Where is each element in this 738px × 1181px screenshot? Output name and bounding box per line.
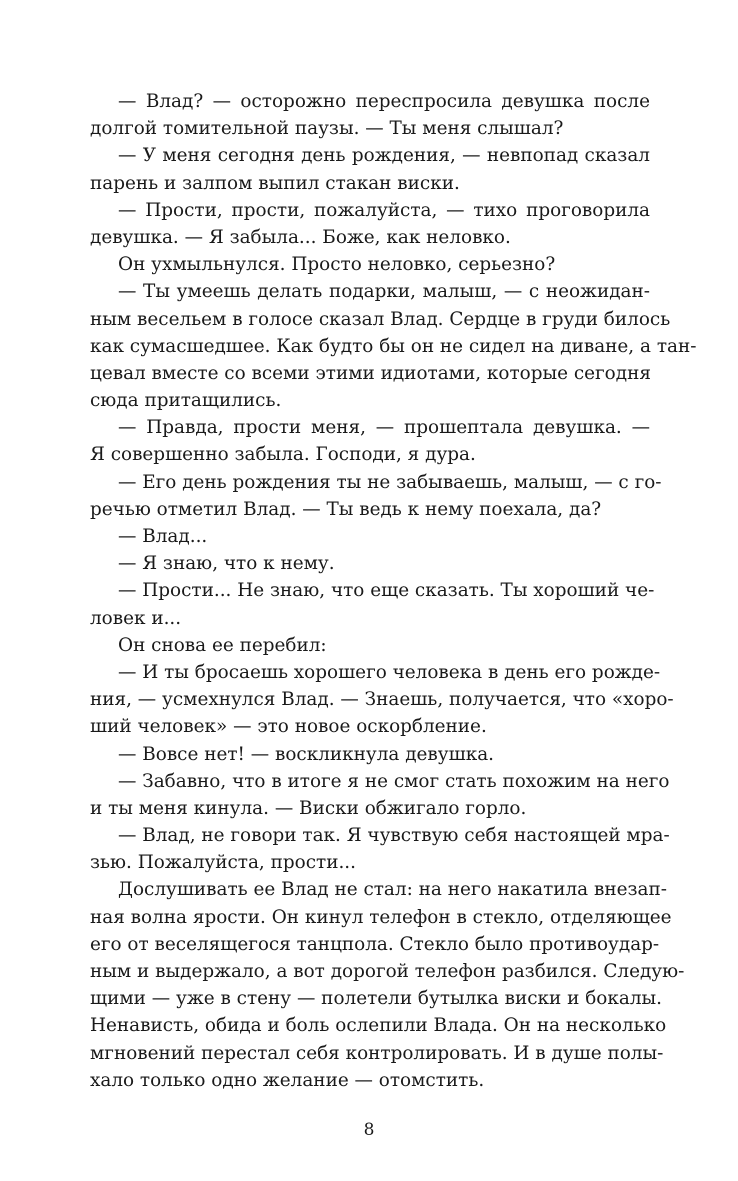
text-line: Дослушивать ее Влад не стал: на него накатила внезап- — [118, 879, 667, 901]
text-line: — Ты умеешь делать подарки, малыш, — с неожидан- — [118, 281, 650, 303]
text-line: Ненависть, обида и боль ослепили Влада. Он на несколько — [90, 1015, 667, 1037]
text-line: сюда притащились. — [90, 390, 282, 412]
text-line: — Влад, не говори так. Я чувствую себя настоящей мра- — [118, 825, 670, 847]
text-line: — Влад... — [118, 526, 208, 547]
text-line: цевал вместе со всеми этими идиотами, которые сегодня — [90, 362, 651, 384]
text-line: мгновений перестал себя контролировать. И в душе полы- — [90, 1042, 664, 1064]
text-line: парень и залпом выпил стакан виски. — [90, 172, 460, 194]
text-line: зью. Пожалуйста, прости... — [90, 852, 356, 874]
text-line: — У меня сегодня день рождения, — невпопад сказал — [118, 145, 650, 167]
text-line: хало только одно желание — отомстить. — [90, 1069, 485, 1091]
text-line: — Правда, прости меня, — прошептала девушка. — — [118, 417, 650, 439]
text-line: ния, — усмехнулся Влад. — Знаешь, получается, что «хоро- — [90, 689, 674, 711]
text-line: ловек и... — [90, 607, 182, 629]
text-line: его от веселящегося танцпола. Стекло было противоудар- — [90, 933, 660, 955]
text-line: ная волна ярости. Он кинул телефон в стекло, отделяющее — [90, 906, 672, 928]
text-line: ным и выдержало, а вот дорогой телефон разбился. Следую- — [90, 961, 685, 982]
text-line: — Вовсе нет! — воскликнула девушка. — [118, 743, 495, 765]
text-line: — Забавно, что в итоге я не смог стать похожим на него — [118, 770, 670, 792]
text-line: — Я знаю, что к нему. — [118, 553, 335, 575]
text-line: ший человек» — это новое оскорбление. — [90, 716, 487, 738]
text-line: Он снова ее перебил: — [118, 634, 327, 656]
text-line: — Влад? — осторожно переспросила девушка после — [118, 91, 650, 112]
text-line: щими — уже в стену — полетели бутылка виски и бокалы. — [90, 988, 662, 1010]
page-text — [90, 88, 697, 1094]
text-line: ным весельем в голосе сказал Влад. Сердце в груди билось — [90, 308, 671, 330]
text-line: девушка. — Я забыла... Боже, как неловко. — [90, 226, 511, 248]
text-line: — И ты бросаешь хорошего человека в день его рожде- — [118, 661, 661, 683]
text-line: — Прости, прости, пожалуйста, — тихо проговорила — [118, 199, 650, 221]
text-line: и ты меня кинула. — Виски обжигало горло. — [90, 797, 527, 819]
text-line: Я совершенно забыла. Господи, я дура. — [90, 444, 476, 466]
text-line: — Прости... Не знаю, что еще сказать. Ты хороший че- — [118, 580, 655, 602]
page-number: 8 — [363, 1120, 375, 1140]
text-line: речью отметил Влад. — Ты ведь к нему поехала, да? — [90, 498, 602, 520]
text-line: долгой томительной паузы. — Ты меня слышал? — [90, 118, 564, 140]
text-line: Он ухмыльнулся. Просто неловко, серьезно? — [118, 254, 556, 276]
text-line: как сумасшедшее. Как будто бы он не сидел на диване, а тан- — [90, 335, 697, 357]
text-line: — Его день рождения ты не забываешь, малыш, — с го- — [118, 471, 662, 493]
